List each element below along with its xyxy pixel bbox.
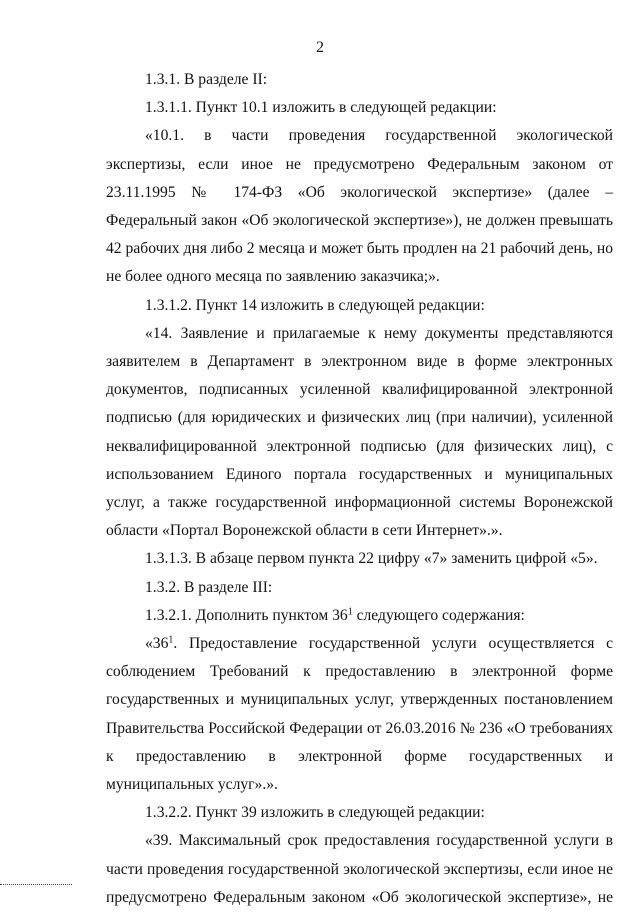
scan-edge-mark <box>0 884 72 885</box>
clause-heading-1-3-1-1: 1.3.1.1. Пункт 10.1 изложить в следующей редакции: <box>145 99 497 117</box>
clause-text-36-1 <box>106 630 613 799</box>
clause-text-36-1-body: . Предоставление государственной услуги осуществляется с соблюдением Требований к предоставлению в электронной форме государственных и муниципальных услуг, утвержденных постановлением Правительства Российской Федерации от 26.03.2016 № 236 «О требованиях к предоставлению в электронной форме государственных и муниципальных услуг».». <box>106 635 613 794</box>
clause-number-36: «36 <box>145 635 169 653</box>
superscript-marker: 1 <box>168 634 174 646</box>
superscript-marker: 1 <box>347 606 353 618</box>
clause-heading-text-tail: следующего содержания: <box>352 606 525 624</box>
document-body <box>106 66 613 912</box>
clause-text-1-3-1-3: 1.3.1.3. В абзаце первом пункта 22 цифру «7» заменить цифрой «5». <box>145 550 598 568</box>
section-heading-1-3-1: 1.3.1. В разделе II: <box>145 71 268 88</box>
clause-text-14: «14. Заявление и прилагаемые к нему документы представляются заявителем в Департамент в электронном виде в форме электронных документов, подписанных усиленной квалифицированной электронной подписью (для юридических и физических лиц (при наличии), усиленной неквалифицированной электронной подписью (для физических лиц), с использованием Единого портала государственных и муниципальных услуг, а также государственной информационной системы Воронежской области «Портал Воронежской области в сети Интернет».». <box>106 324 613 540</box>
clause-heading-text: 1.3.2.1. Дополнить пунктом 36 <box>145 606 348 624</box>
clause-text-10-1: «10.1. в части проведения государственной экологической экспертизы, если иное не предусмотрено Федеральным законом от 23.11.1995 № 174-ФЗ «Об экологической экспертизе» (далее – Федеральный закон «Об экологической экспертизе»), не должен превышать 42 рабочих дня либо 2 месяца и может быть продлен на 21 рабочий день, но не более одного месяца по заявлению заказчика;». <box>106 127 613 286</box>
page-number: 2 <box>316 39 324 56</box>
clause-heading-1-3-2-2: 1.3.2.2. Пункт 39 изложить в следующей редакции: <box>145 804 485 822</box>
section-heading-1-3-2: 1.3.2. В разделе III: <box>145 578 273 596</box>
clause-heading-1-3-1-2: 1.3.1.2. Пункт 14 изложить в следующей редакции: <box>145 296 485 314</box>
clause-heading-1-3-2-1 <box>106 602 613 630</box>
clause-text-39: «39. Максимальный срок предоставления государственной услуги в части проведения государственной экологической экспертизы, если иное не предусмотрено Федеральным законом «Об экологической экспертизе», не <box>106 832 613 906</box>
